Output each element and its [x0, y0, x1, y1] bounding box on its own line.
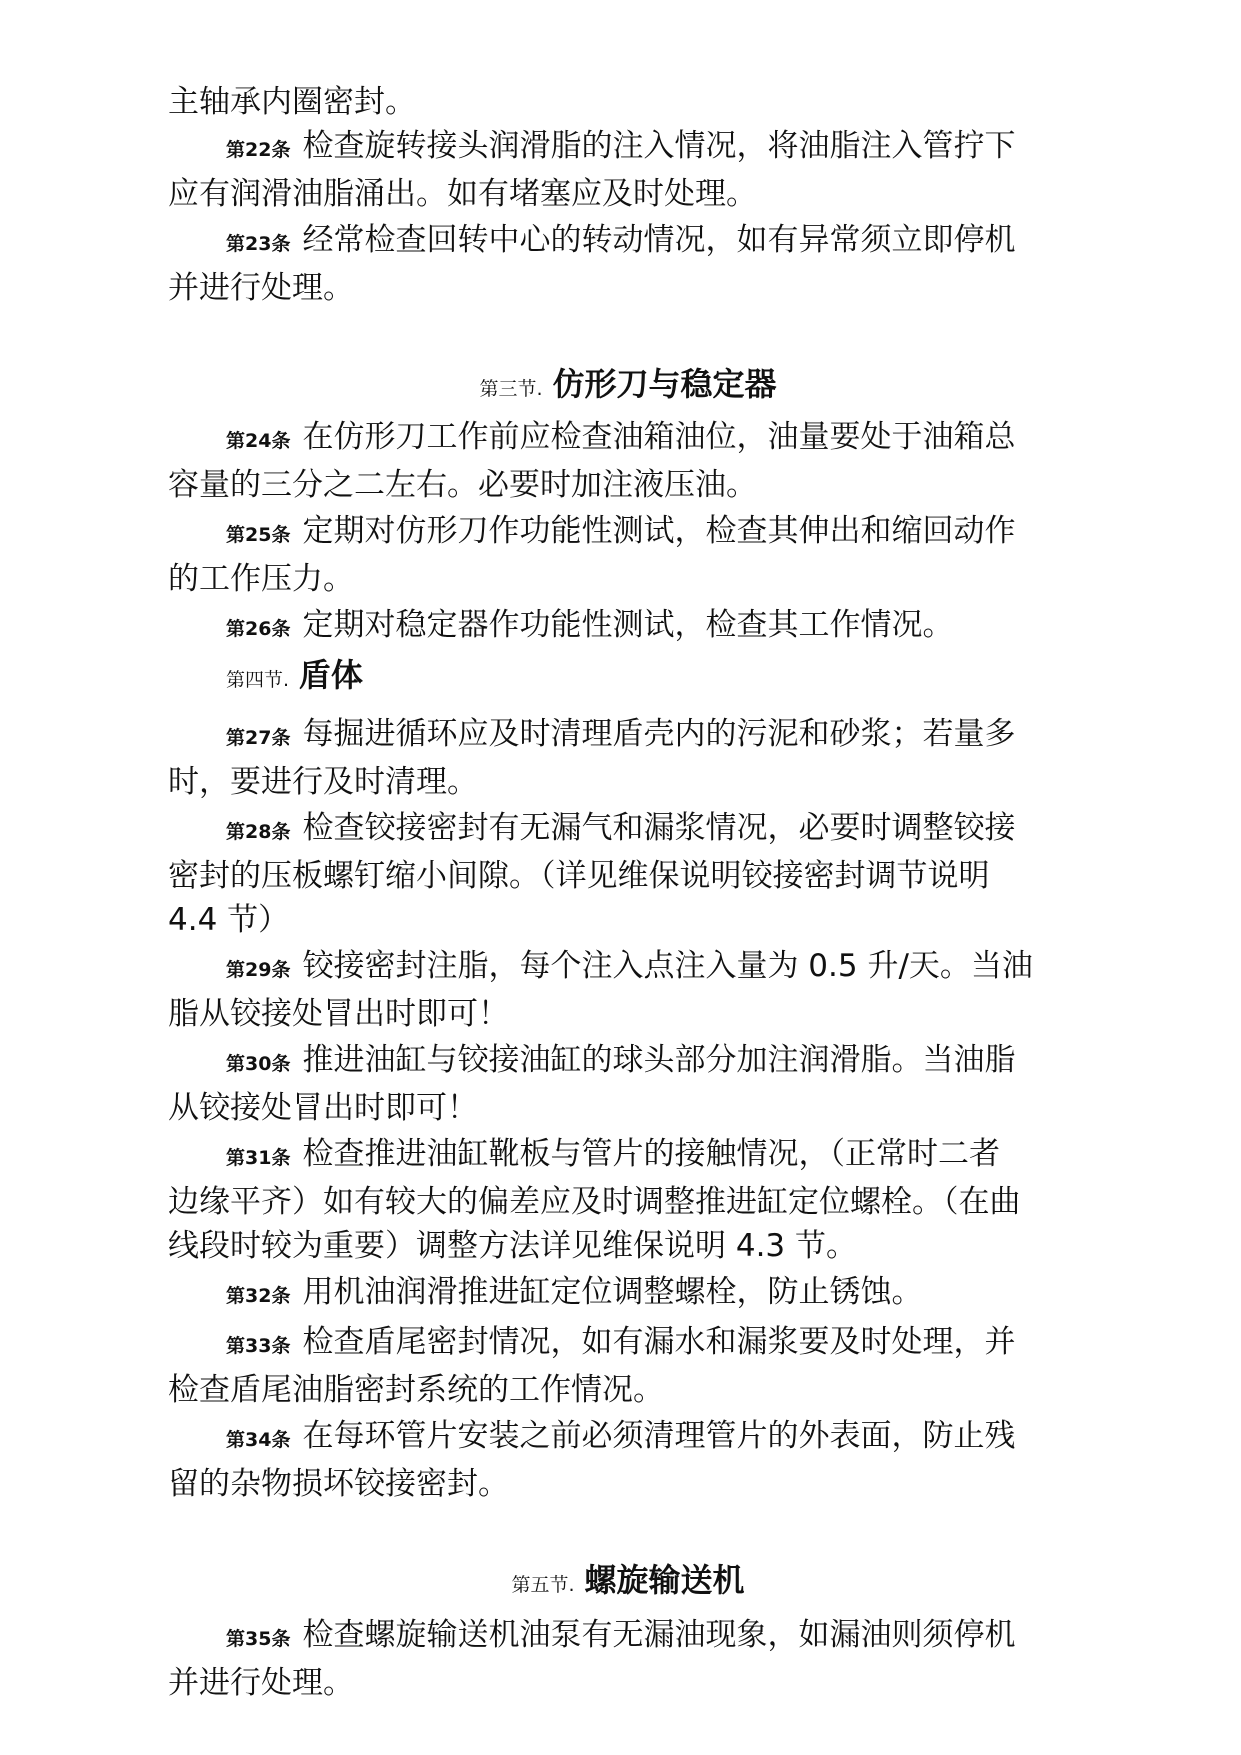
section-number: 第五节. — [511, 1574, 575, 1596]
article-27 — [168, 712, 1088, 804]
article-number: 第22条 — [226, 139, 291, 161]
article-number: 第24条 — [226, 430, 291, 452]
article-number: 第28条 — [226, 821, 291, 843]
article-29 — [168, 944, 1088, 1036]
section-3-heading — [168, 362, 1088, 411]
article-text: 检查推进油缸靴板与管片的接触情况，（正常时二者 — [302, 1136, 1000, 1172]
article-number: 第32条 — [226, 1285, 291, 1307]
article-33 — [168, 1320, 1088, 1412]
article-text-cont: 4.4 节） — [168, 902, 290, 938]
article-text: 定期对仿形刀作功能性测试，检查其伸出和缩回动作 — [302, 513, 1016, 549]
section-4-heading — [168, 653, 1088, 702]
article-text-cont: 容量的三分之二左右。必要时加注液压油。 — [168, 467, 757, 503]
article-text: 检查螺旋输送机油泵有无漏油现象，如漏油则须停机 — [302, 1617, 1016, 1653]
article-text: 用机油润滑推进缸定位调整螺栓，防止锈蚀。 — [302, 1274, 923, 1310]
article-number: 第25条 — [226, 524, 291, 546]
article-text: 经常检查回转中心的转动情况，如有异常须立即停机 — [302, 222, 1016, 258]
article-26 — [168, 603, 1088, 651]
section-title: 仿形刀与稳定器 — [552, 365, 777, 403]
article-text: 检查盾尾密封情况，如有漏水和漏浆要及时处理，并 — [302, 1324, 1016, 1360]
article-number: 第30条 — [226, 1053, 291, 1075]
article-number: 第35条 — [226, 1628, 291, 1650]
article-number: 第27条 — [226, 727, 291, 749]
article-text: 每掘进循环应及时清理盾壳内的污泥和砂浆；若量多 — [302, 716, 1016, 752]
article-22 — [168, 124, 1088, 216]
article-number: 第31条 — [226, 1147, 291, 1169]
article-text: 检查铰接密封有无漏气和漏浆情况，必要时调整铰接 — [302, 810, 1016, 846]
article-text-cont: 的工作压力。 — [168, 561, 354, 597]
article-text: 在每环管片安装之前必须清理管片的外表面，防止残 — [302, 1418, 1016, 1454]
article-text-cont: 检查盾尾油脂密封系统的工作情况。 — [168, 1372, 664, 1408]
article-number: 第29条 — [226, 959, 291, 981]
lead-text: 主轴承内圈密封。 — [168, 84, 416, 120]
article-28 — [168, 806, 1088, 942]
article-text-cont: 从铰接处冒出时即可！ — [168, 1090, 478, 1126]
section-title: 螺旋输送机 — [584, 1561, 745, 1599]
article-number: 第23条 — [226, 233, 291, 255]
article-35 — [168, 1613, 1088, 1705]
article-text-cont: 脂从铰接处冒出时即可！ — [168, 996, 509, 1032]
article-text: 铰接密封注脂，每个注入点注入量为 0.5 升/天。当油 — [302, 948, 1033, 984]
article-31 — [168, 1132, 1088, 1268]
article-text: 定期对稳定器作功能性测试，检查其工作情况。 — [302, 607, 954, 643]
section-title: 盾体 — [298, 656, 363, 694]
section-number: 第三节. — [479, 378, 543, 400]
article-text-cont: 密封的压板螺钉缩小间隙。（详见维保说明铰接密封调节说明 — [168, 858, 990, 894]
article-number: 第34条 — [226, 1429, 291, 1451]
article-text-cont: 并进行处理。 — [168, 1665, 354, 1701]
section-5-heading — [168, 1558, 1088, 1607]
article-text-cont: 并进行处理。 — [168, 270, 354, 306]
article-23 — [168, 218, 1088, 310]
article-text-cont: 线段时较为重要）调整方法详见维保说明 4.3 节。 — [168, 1228, 858, 1264]
article-24 — [168, 415, 1088, 507]
article-text: 推进油缸与铰接油缸的球头部分加注润滑脂。当油脂 — [302, 1042, 1016, 1078]
article-text-cont: 应有润滑油脂涌出。如有堵塞应及时处理。 — [168, 176, 757, 212]
article-25 — [168, 509, 1088, 601]
article-30 — [168, 1038, 1088, 1130]
article-32 — [168, 1270, 1088, 1318]
article-number: 第26条 — [226, 618, 291, 640]
article-text-cont: 留的杂物损坏铰接密封。 — [168, 1466, 509, 1502]
article-text: 在仿形刀工作前应检查油箱油位，油量要处于油箱总 — [302, 419, 1016, 455]
article-34 — [168, 1414, 1088, 1506]
article-number: 第33条 — [226, 1335, 291, 1357]
article-text-cont: 时，要进行及时清理。 — [168, 764, 478, 800]
article-text: 检查旋转接头润滑脂的注入情况，将油脂注入管拧下 — [302, 128, 1016, 164]
document-page — [168, 80, 1088, 1707]
article-text-cont: 边缘平齐）如有较大的偏差应及时调整推进缸定位螺栓。（在曲 — [168, 1184, 1021, 1220]
section-number: 第四节. — [226, 669, 290, 691]
